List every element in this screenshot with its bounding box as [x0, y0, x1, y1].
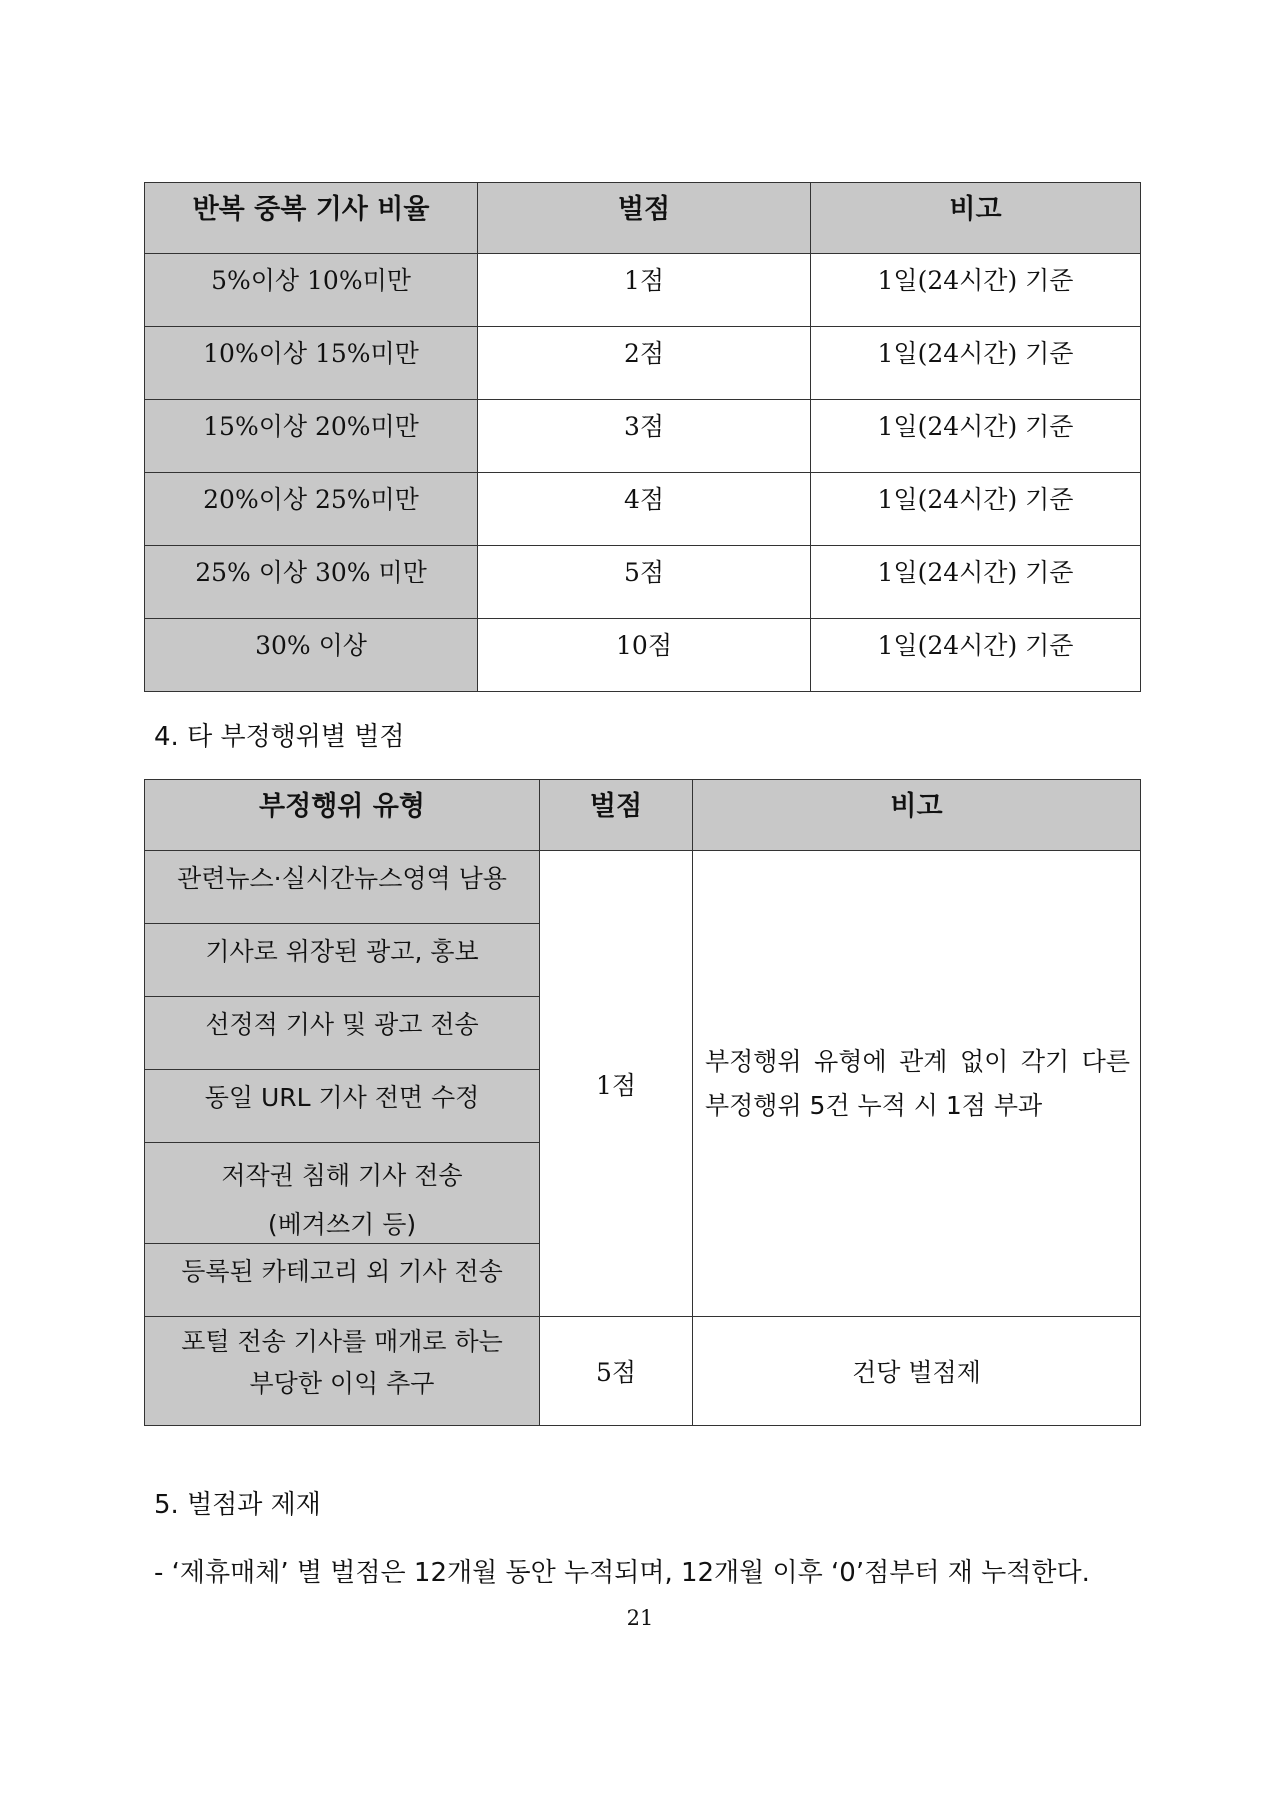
note-cell: 건당 벌점제	[693, 1317, 1141, 1426]
table-row	[145, 546, 1141, 619]
merged-penalty-cell: 1점	[540, 851, 693, 1317]
column-header-penalty: 벌점	[540, 780, 693, 851]
penalty-cell: 10점	[478, 619, 811, 692]
section-heading-5: 5. 벌점과 제재	[154, 1490, 321, 1520]
table-row	[145, 254, 1141, 327]
column-header-note: 비고	[693, 780, 1141, 851]
penalty-cell: 2점	[478, 327, 811, 400]
penalty-cell: 3점	[478, 400, 811, 473]
table-header-row	[145, 780, 1141, 851]
ratio-cell: 25% 이상 30% 미만	[145, 546, 478, 619]
table-row	[145, 473, 1141, 546]
penalty-ratio-table	[144, 182, 1141, 692]
body-paragraph: - ‘제휴매체’ 별 벌점은 12개월 동안 누적되며, 12개월 이후 ‘0’점부터 재 누적한다.	[154, 1558, 1090, 1588]
penalty-cell: 4점	[478, 473, 811, 546]
column-header-penalty: 벌점	[478, 183, 811, 254]
type-cell-line: 저작권 침해 기사 전송	[221, 1161, 463, 1190]
ratio-cell: 5%이상 10%미만	[145, 254, 478, 327]
note-cell: 1일(24시간) 기준	[811, 327, 1141, 400]
table-header-row	[145, 183, 1141, 254]
misconduct-penalty-table	[144, 779, 1141, 1426]
merged-note-cell: 부정행위 유형에 관계 없이 각기 다른 부정행위 5건 누적 시 1점 부과	[693, 851, 1141, 1317]
table-row	[145, 327, 1141, 400]
penalty-cell: 1점	[478, 254, 811, 327]
type-cell	[145, 1317, 540, 1426]
type-cell: 관련뉴스·실시간뉴스영역 남용	[145, 851, 540, 924]
table-row	[145, 1317, 1141, 1426]
section-heading-4: 4. 타 부정행위별 벌점	[154, 722, 405, 752]
column-header-note: 비고	[811, 183, 1141, 254]
note-cell: 1일(24시간) 기준	[811, 254, 1141, 327]
column-header-ratio: 반복 중복 기사 비율	[145, 183, 478, 254]
table-row	[145, 851, 1141, 924]
table-row	[145, 619, 1141, 692]
penalty-cell: 5점	[540, 1317, 693, 1426]
ratio-cell: 30% 이상	[145, 619, 478, 692]
page-number: 21	[626, 1606, 654, 1630]
penalty-cell: 5점	[478, 546, 811, 619]
type-cell-line: (베겨쓰기 등)	[267, 1210, 417, 1239]
note-cell: 1일(24시간) 기준	[811, 546, 1141, 619]
type-cell-line: 포털 전송 기사를 매개로 하는	[181, 1327, 503, 1356]
ratio-cell: 20%이상 25%미만	[145, 473, 478, 546]
ratio-cell: 10%이상 15%미만	[145, 327, 478, 400]
type-cell	[145, 1143, 540, 1244]
type-cell: 등록된 카테고리 외 기사 전송	[145, 1244, 540, 1317]
table-row	[145, 400, 1141, 473]
type-cell: 선정적 기사 및 광고 전송	[145, 997, 540, 1070]
type-cell: 동일 URL 기사 전면 수정	[145, 1070, 540, 1143]
note-cell: 1일(24시간) 기준	[811, 400, 1141, 473]
type-cell: 기사로 위장된 광고, 홍보	[145, 924, 540, 997]
type-cell-line: 부당한 이익 추구	[249, 1369, 435, 1398]
note-cell: 1일(24시간) 기준	[811, 473, 1141, 546]
note-cell: 1일(24시간) 기준	[811, 619, 1141, 692]
ratio-cell: 15%이상 20%미만	[145, 400, 478, 473]
column-header-type: 부정행위 유형	[145, 780, 540, 851]
